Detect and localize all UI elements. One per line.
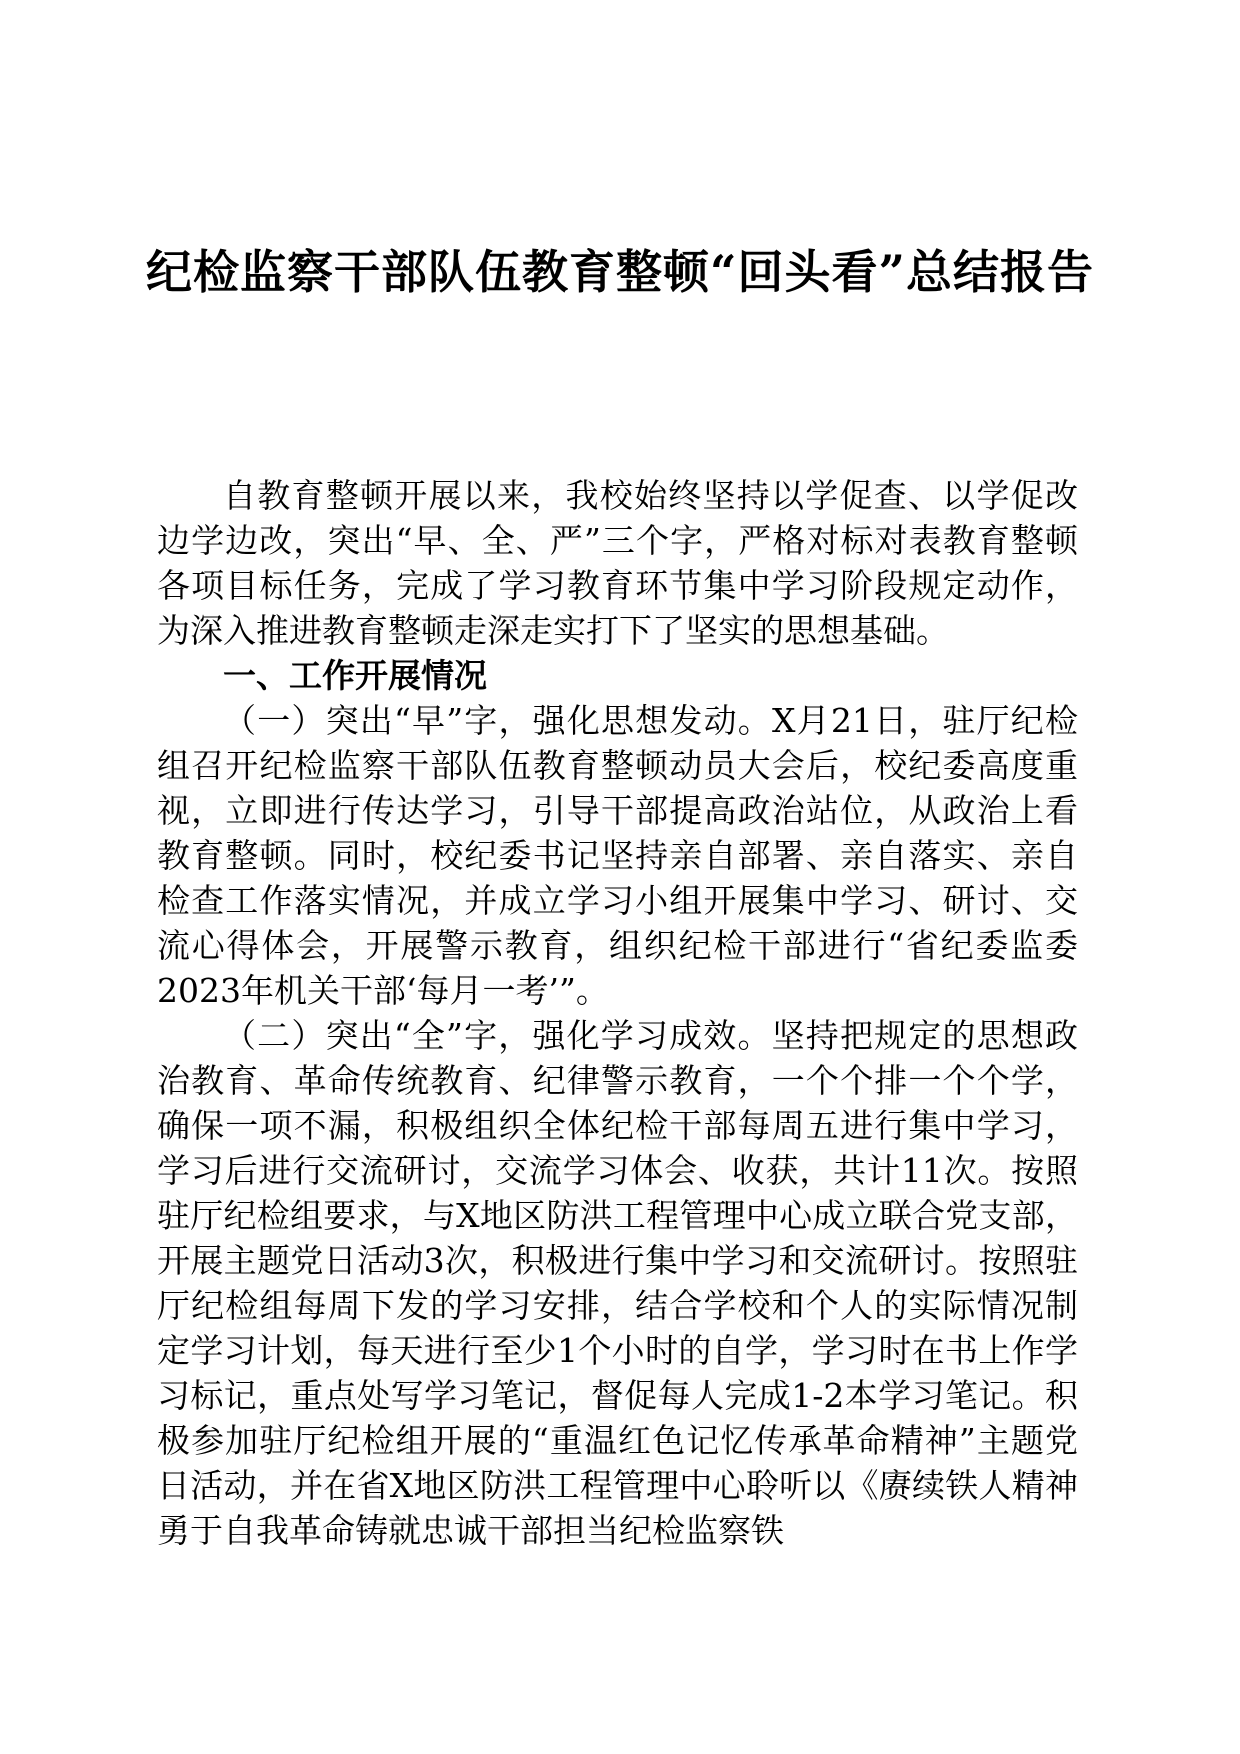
paragraph-comprehensive: （二）突出“全”字，强化学习成效。坚持把规定的思想政治教育、革命传统教育、纪律警示教育，一个个排一个个学，确保一项不漏，积极组织全体纪检干部每周五进行集中学习，学习后进行交流研讨，交流学习体会、收获，共计11次。按照驻厅纪检组要求，与X地区防洪工程管理中心成立联合党支部，开展主题党日活动3次，积极进行集中学习和交流研讨。按照驻厅纪检组每周下发的学习安排，结合学校和个人的实际情况制定学习计划，每天进行至少1个小时的自学，学习时在书上作学习标记，重点处写学习笔记，督促每人完成1-2本学习笔记。积极参加驻厅纪检组开展的“重温红色记忆传承革命精神”主题党日活动，并在省X地区防洪工程管理中心聆听以《赓续铁人精神勇于自我革命铸就忠诚干部担当纪检监察铁: [157, 1016, 1078, 1550]
section-heading-work-status: 一、工作开展情况: [223, 656, 487, 695]
document-body: [157, 473, 1078, 1553]
document-title: 纪检监察干部队伍教育整顿“回头看”总结报告: [146, 245, 1094, 299]
intro-paragraph: 自教育整顿开展以来，我校始终坚持以学促查、以学促改边学边改，突出“早、全、严”三个字，严格对标对表教育整顿各项目标任务，完成了学习教育环节集中学习阶段规定动作，为深入推进教育整顿走深走实打下了坚实的思想基础。: [157, 476, 1078, 650]
paragraph-early: （一）突出“早”字，强化思想发动。X月21日，驻厅纪检组召开纪检监察干部队伍教育整顿动员大会后，校纪委高度重视，立即进行传达学习，引导干部提高政治站位，从政治上看教育整顿。同时，校纪委书记坚持亲自部署、亲自落实、亲自检查工作落实情况，并成立学习小组开展集中学习、研讨、交流心得体会，开展警示教育，组织纪检干部进行“省纪委监委2023年机关干部‘每月一考’”。: [157, 701, 1078, 1010]
